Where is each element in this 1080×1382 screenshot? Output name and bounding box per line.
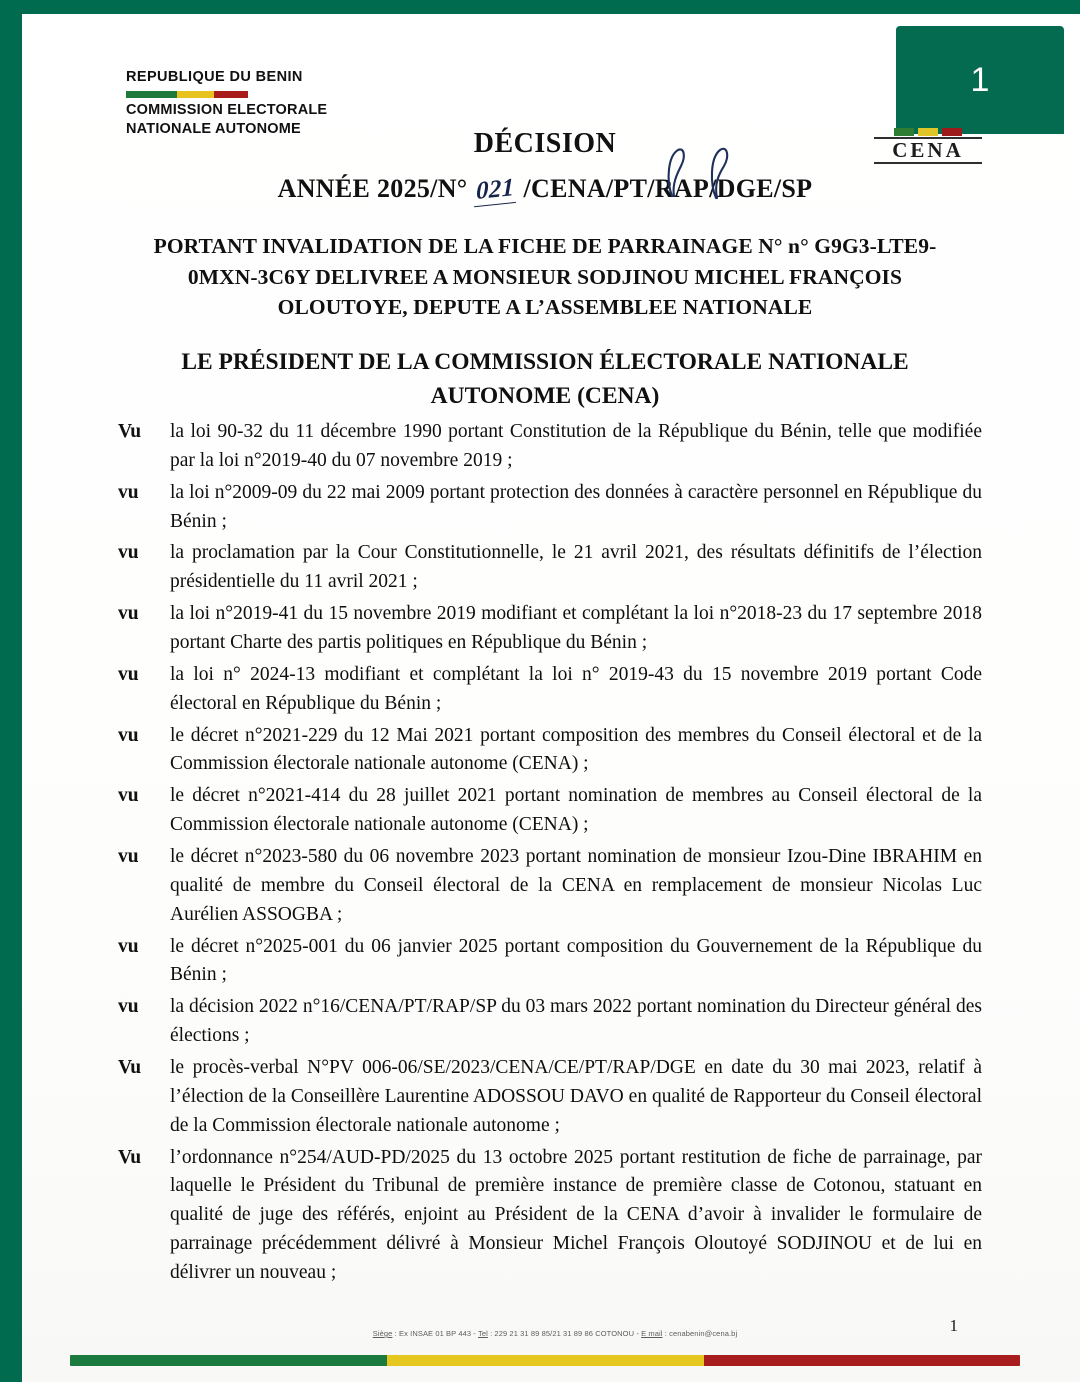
footer-siege-label: Siège: [372, 1329, 393, 1338]
list-item: [118, 418, 982, 476]
issuing-authority-title: LE PRÉSIDENT DE LA COMMISSION ÉLECTORALE NATIONALE AUTONOME (CENA): [181, 348, 909, 409]
consideration-label: vu: [118, 724, 139, 746]
footer-page-number: 1: [949, 1316, 958, 1335]
document-type-title: DÉCISION: [473, 128, 617, 159]
consideration-label: vu: [118, 846, 139, 868]
document-reference-prefix: ANNÉE 2025/N°: [277, 174, 468, 203]
consideration-label: vu: [118, 481, 139, 503]
list-item: [118, 479, 982, 537]
footer-contact-line: [340, 1329, 770, 1338]
list-item: [118, 600, 982, 658]
benin-flag-strip-icon: [126, 91, 248, 98]
page-number-badge-label: 1: [970, 60, 990, 99]
consideration-text: la décision 2022 n°16/CENA/PT/RAP/SP du 03 mars 2022 portant nomination du Directeur général des élections ;: [170, 996, 982, 1047]
document-reference-line: [278, 174, 813, 205]
consideration-text: le décret n°2021-414 du 28 juillet 2021 portant nomination de membres au Conseil électoral de la Commission électorale nationale autonome (CENA) ;: [170, 785, 982, 836]
page-number-badge: [896, 26, 1064, 134]
list-item: [118, 661, 982, 719]
consideration-text: la loi n° 2024-13 modifiant et complétant la loi n° 2019-43 du 15 novembre 2019 portant Code électoral en République du Bénin ;: [170, 663, 982, 714]
consideration-text: la loi n°2019-41 du 15 novembre 2019 modifiant et complétant la loi n°2018-23 du 17 septembre 2018 portant Charte des partis politiques en République du Bénin ;: [170, 603, 982, 654]
consideration-label: vu: [118, 935, 139, 957]
consideration-label: vu: [118, 603, 139, 625]
considerations-list: [118, 418, 982, 1291]
handwritten-reference-number: 021: [474, 174, 516, 208]
list-item: [118, 843, 982, 930]
consideration-label: vu: [118, 542, 139, 564]
consideration-label: vu: [118, 996, 139, 1018]
letterhead-institution-line1: COMMISSION ELECTORALE: [126, 101, 328, 118]
consideration-text: la proclamation par la Cour Constitutionnelle, le 21 avril 2021, des résultats définitifs de l’élection présidentielle du 11 avril 2021 ;: [170, 542, 982, 593]
footer-email-value: : cenabenin@cena.bj: [664, 1329, 738, 1338]
list-item: [118, 1054, 982, 1141]
consideration-label: Vu: [118, 1057, 142, 1079]
document-titles: [150, 128, 940, 413]
cena-logo-wordmark: CENA: [874, 137, 982, 164]
consideration-text: la loi 90-32 du 11 décembre 1990 portant Constitution de la République du Bénin, telle que modifiée par la loi n°2019-40 du 07 novembre 2019 ;: [170, 421, 982, 471]
consideration-text: l’ordonnance n°254/AUD-PD/2025 du 13 octobre 2025 portant restitution de fiche de parrainage, par laquelle le Président du Tribunal de première instance de première classe de Cotonou, statuant en qualité de juge des référés, enjoint au Président de la CENA d’avoir à invalider le formulaire de parrainage précédemment délivré à Monsieur Michel François Oloutoyé SODJINOU et de lui en délivrer un nouveau ;: [170, 1146, 982, 1284]
document-subject-title: PORTANT INVALIDATION DE LA FICHE DE PARRAINAGE N° n° G9G3-LTE9-0MXN-3C6Y DELIVREE A MONSIEUR SODJINOU MICHEL FRANÇOIS OLOUTOYE, DEPUTE A L’ASSEMBLEE NATIONALE: [153, 234, 937, 320]
footer-siege-value: : Ex INSAE 01 BP 443 -: [394, 1329, 476, 1338]
footer-tel-value: : 229 21 31 89 85/21 31 89 86 COTONOU -: [490, 1329, 639, 1338]
list-item: [118, 539, 982, 597]
consideration-text: le décret n°2021-229 du 12 Mai 2021 portant composition des membres du Conseil électoral et de la Commission électorale nationale autonome (CENA) ;: [170, 724, 982, 775]
footer-tel-label: Tel: [477, 1329, 488, 1338]
consideration-label: vu: [118, 663, 139, 685]
consideration-text: le décret n°2023-580 du 06 novembre 2023 portant nomination de monsieur Izou-Dine IBRAHIM en qualité de membre du Conseil électoral de la CENA en remplacement de monsieur Nicolas Luc Aurélien ASSOGBA ;: [170, 846, 982, 925]
list-item: [118, 722, 982, 780]
list-item: [118, 782, 982, 840]
consideration-text: le décret n°2025-001 du 06 janvier 2025 portant composition du Gouvernement de la République du Bénin ;: [170, 935, 982, 986]
document-reference-suffix: /CENA/PT/RAP/DGE/SP: [523, 174, 813, 203]
letterhead-country: REPUBLIQUE DU BENIN: [126, 69, 303, 85]
list-item: [118, 993, 982, 1051]
consideration-text: la loi n°2009-09 du 22 mai 2009 portant protection des données à caractère personnel en République du Bénin ;: [170, 481, 982, 532]
letterhead-institution-line2: NATIONALE AUTONOME: [126, 121, 301, 138]
list-item: [118, 1144, 982, 1288]
consideration-label: Vu: [118, 421, 142, 442]
consideration-label: vu: [118, 785, 139, 807]
consideration-text: le procès-verbal N°PV 006-06/SE/2023/CENA/CE/PT/RAP/DGE en date du 30 mai 2023, relatif à l’élection de la Conseillère Laurentine ADOSSOU DAVO en qualité de Rapporteur du Conseil électoral de la Commission électorale nationale autonome ;: [170, 1057, 982, 1136]
consideration-label: Vu: [118, 1146, 142, 1168]
bottom-flag-bar-icon: [70, 1355, 1020, 1366]
list-item: [118, 933, 982, 991]
footer-email-label: E mail: [641, 1329, 663, 1338]
